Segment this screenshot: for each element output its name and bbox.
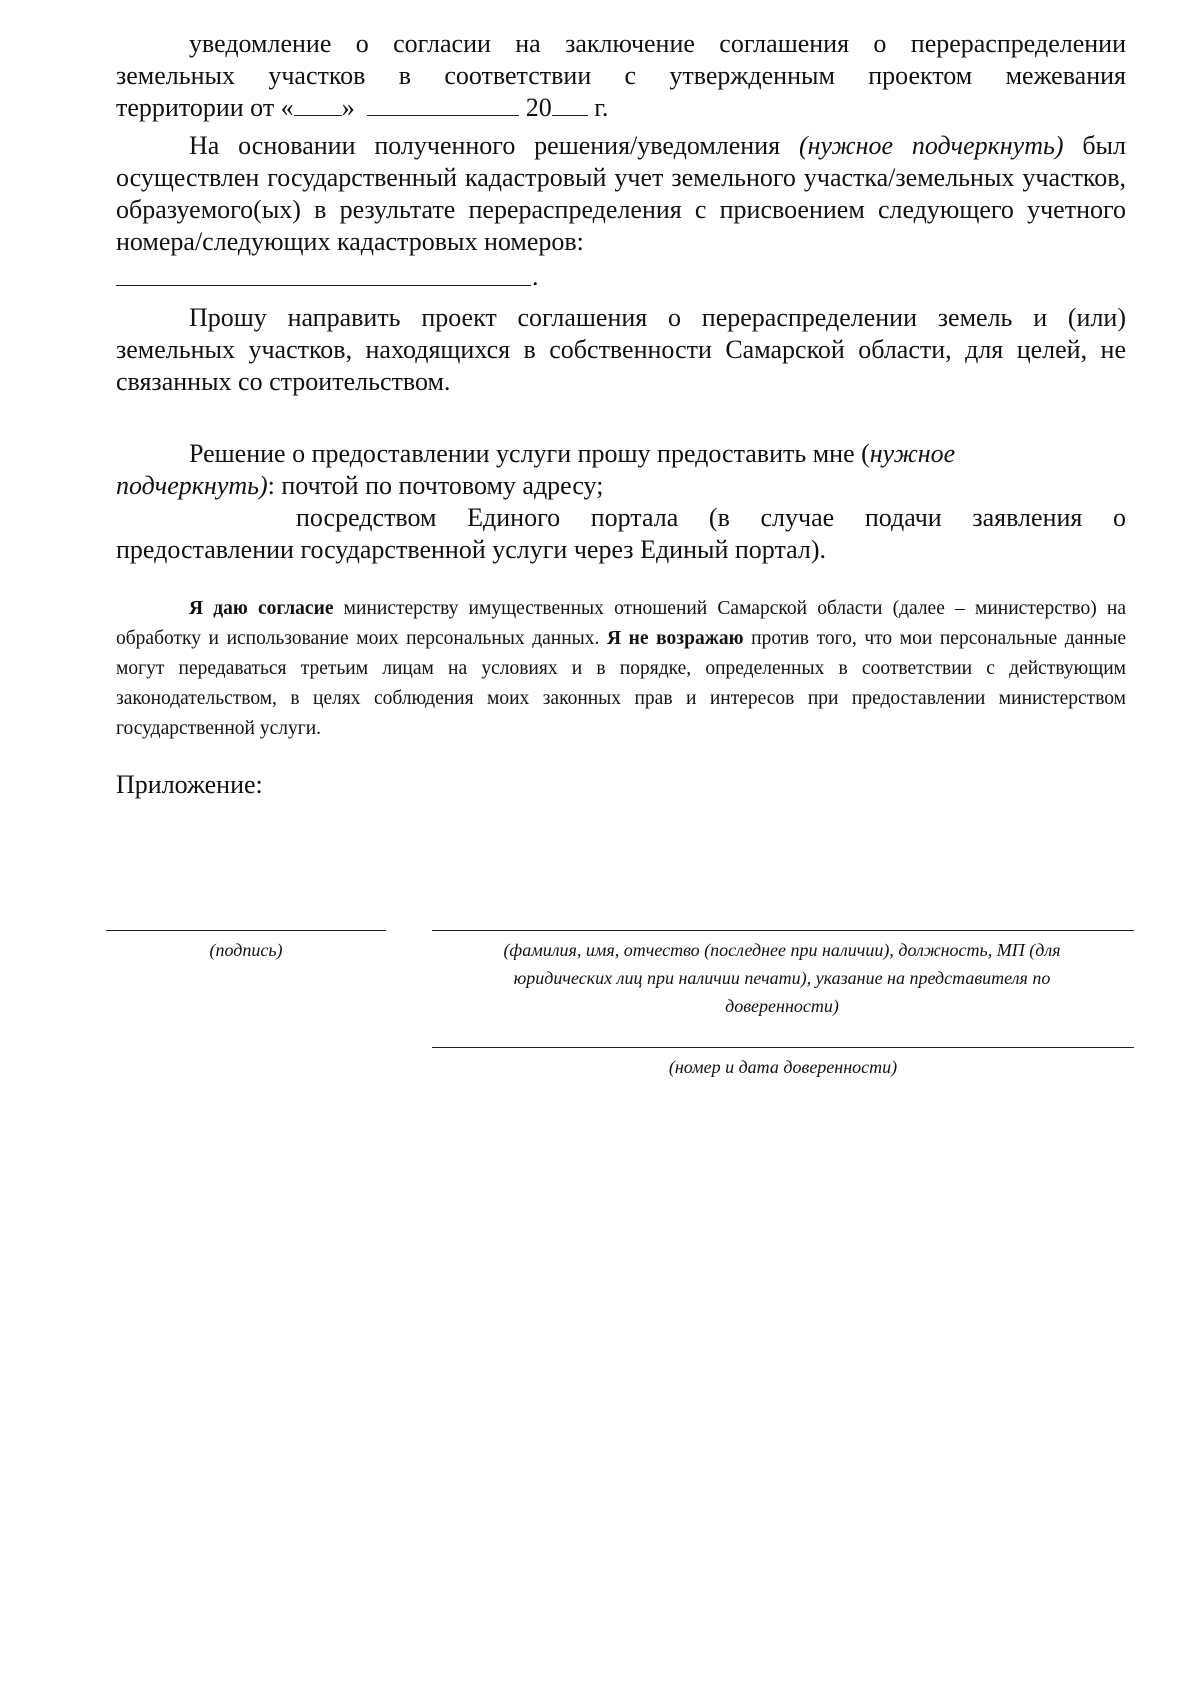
delivery-lead-text: Решение о предоставлении услуги прошу предоставить мне (: [189, 439, 870, 468]
consent-bold-1: Я даю согласие: [189, 598, 334, 619]
name-line: [432, 930, 1134, 931]
year-prefix-text: 20: [525, 93, 552, 122]
delivery-italic-note: нужное подчеркнуть): [116, 439, 956, 500]
paragraph-notice-line1: [116, 28, 1126, 60]
paragraph-request: Прошу направить проект соглашения о перераспределении земель и (или) земельных участков, находящихся в собственности Самарской области, для целей, не связанных со строительством.: [116, 303, 1126, 396]
date-quote-close: »: [341, 93, 355, 122]
date-prefix-text: территории от «: [116, 93, 294, 122]
cadastral-lead-text: На основании полученного решения/уведомления: [189, 131, 799, 160]
paragraph-notice-line3: [116, 92, 1126, 124]
day-blank: [294, 95, 342, 116]
consent-text-1: министерству имущественных отношений Самарской области (далее – министерство) на обработку и использование моих персональных данных.: [116, 598, 1126, 649]
paragraph-delivery: [116, 438, 1046, 502]
cadastral-number-blank: [116, 285, 531, 286]
cadastral-italic-note: (нужное подчеркнуть): [798, 131, 1064, 160]
month-blank: [367, 95, 519, 116]
attachment-label: Приложение:: [116, 770, 263, 799]
cadastral-body-text: был осуществлен государственный кадастровый учет земельного участка/земельных участков, образуемого(ых) в результате перераспределения с присвоением следующего учетного номера/следующих кадастровых номеров:: [116, 131, 1126, 256]
year-blank: [552, 95, 588, 116]
consent-text-2: против того, что мои персональные данные могут передаваться третьим лицам на условиях и в порядке, определенных в соответствии с действующим законодательством, в целях соблюдения моих законных прав и интересов при предоставлении министерством государственной услуги.: [116, 628, 1126, 739]
paragraph-delivery-portal: посредством Единого портала (в случае подачи заявления о предоставлении государственной услуги через Единый портал).: [116, 503, 1126, 564]
year-suffix-text: г.: [594, 93, 609, 122]
consent-bold-2: Я не возражаю: [606, 628, 744, 649]
proxy-line: [432, 1047, 1134, 1048]
proxy-caption: (номер и дата доверенности): [668, 1057, 898, 1077]
paragraph-notice-line2: [116, 60, 1126, 92]
notice-line2-text: земельных участков в соответствии с утвержденным проектом межевания: [116, 61, 1126, 90]
cadastral-tail-dot: .: [532, 262, 539, 291]
notice-line1-text: уведомление о согласии на заключение соглашения о перераспределении: [189, 29, 1126, 58]
delivery-post-text: : почтой по почтовому адресу;: [267, 471, 604, 500]
signature-caption: (подпись): [209, 940, 283, 960]
name-caption: (фамилия, имя, отчество (последнее при наличии), должность, МП (для юридических лиц при наличии печати), указание на представителя по доверенности): [503, 940, 1061, 1016]
signature-line: [106, 930, 386, 931]
paragraph-consent: [116, 594, 1126, 744]
paragraph-cadastral: [116, 130, 1126, 258]
